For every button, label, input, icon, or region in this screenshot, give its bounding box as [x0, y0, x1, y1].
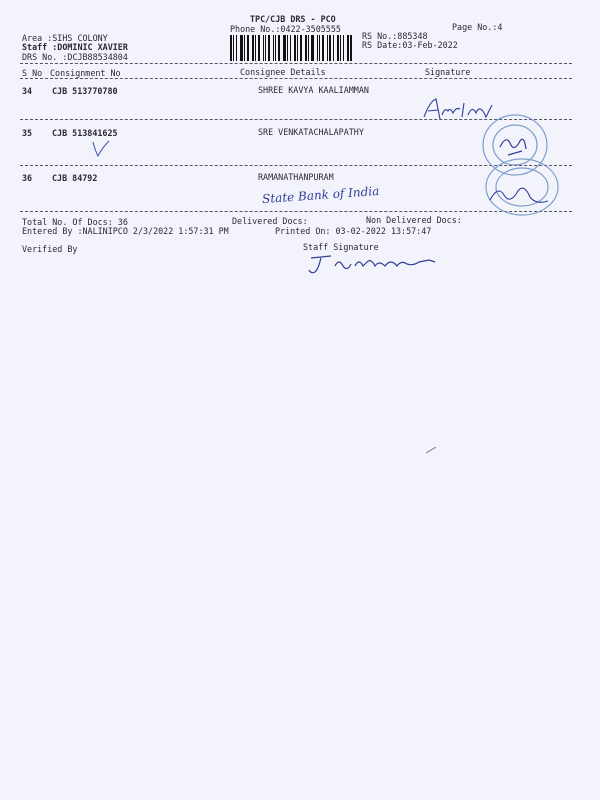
barcode-bar — [244, 35, 245, 61]
barcode-bar — [337, 35, 339, 61]
barcode-bar — [275, 35, 276, 61]
barcode-bar — [350, 35, 352, 61]
barcode-bar — [333, 35, 334, 61]
col-consignee: Consignee Details — [240, 67, 326, 77]
barcode-bar — [273, 35, 274, 61]
stray-mark — [424, 445, 438, 455]
handwritten-note: State Bank of India — [261, 183, 380, 207]
printed-on: Printed On: 03-02-2022 13:57:47 — [275, 226, 432, 236]
barcode-bar — [255, 35, 256, 61]
barcode-bar — [300, 35, 302, 61]
barcode-bar — [311, 35, 314, 61]
phone-number: Phone No.:0422-3505555 — [230, 24, 341, 34]
verified-by: Verified By — [22, 244, 78, 254]
barcode-bar — [236, 35, 237, 61]
barcode-bar — [290, 35, 291, 61]
entered-by: Entered By :NALINIPCO 2/3/2022 1:57:31 PM — [22, 226, 229, 236]
barcode-bar — [347, 35, 349, 61]
barcode-bar — [265, 35, 266, 61]
col-consignment: Consignment No — [50, 68, 121, 78]
barcode-bar — [294, 35, 296, 61]
divider — [20, 63, 572, 64]
row-consignment: CJB 513841625 — [52, 128, 118, 138]
rs-number: RS No.:885348 — [362, 31, 428, 41]
barcode-bar — [263, 35, 264, 61]
rs-date: RS Date:03-Feb-2022 — [362, 40, 458, 50]
row-consignee: SRE VENKATACHALAPATHY — [258, 127, 364, 137]
staff-signature-label: Staff Signature — [303, 242, 379, 252]
barcode-bar — [343, 35, 344, 61]
row-consignee: SHREE KAVYA KAALIAMMAN — [258, 85, 369, 95]
barcode-bar — [322, 35, 324, 61]
barcode-bar — [278, 35, 280, 61]
barcode-bar — [287, 35, 288, 61]
row-sno: 35 — [22, 128, 33, 138]
row-consignee: RAMANATHANPURAM — [258, 172, 334, 182]
barcode-bar — [305, 35, 307, 61]
row-sno: 34 — [22, 86, 33, 96]
barcode-bar — [283, 35, 286, 61]
total-docs: Total No. Of Docs: 36 — [22, 217, 128, 227]
barcode-bar — [308, 35, 309, 61]
barcode-bar — [329, 35, 332, 61]
barcode-bar — [233, 35, 234, 61]
barcode-bar — [319, 35, 320, 61]
barcode-bar — [247, 35, 249, 61]
barcode-bar — [258, 35, 261, 61]
document-title: TPC/CJB DRS - PCO — [250, 14, 336, 24]
delivered-docs: Delivered Docs: — [232, 216, 308, 226]
barcode-bar — [230, 35, 232, 61]
col-signature: Signature — [425, 67, 471, 77]
row-sno: 36 — [22, 173, 33, 183]
non-delivered-docs: Non Delivered Docs: — [366, 215, 462, 225]
barcode-bar — [240, 35, 243, 61]
staff-label: Staff :DOMINIC XAVIER — [22, 42, 128, 52]
drs-number: DRS No. :DCJB88534804 — [22, 52, 128, 62]
barcode-bar — [317, 35, 318, 61]
page-number: Page No.:4 — [452, 22, 503, 32]
divider — [20, 78, 572, 79]
barcode-bar — [252, 35, 254, 61]
barcode-bar — [297, 35, 298, 61]
col-sno: S No — [22, 68, 43, 78]
barcode-bar — [340, 35, 341, 61]
barcode-bar — [268, 35, 270, 61]
area-label: Area :SIHS COLONY — [22, 33, 108, 43]
handwritten-tick — [90, 138, 112, 160]
staff-signature — [305, 252, 445, 278]
barcode — [230, 35, 354, 61]
company-seal-stamp — [470, 105, 565, 220]
row-consignment: CJB 513770780 — [52, 86, 118, 96]
row-consignment: CJB 84792 — [52, 173, 98, 183]
barcode-bar — [327, 35, 328, 61]
